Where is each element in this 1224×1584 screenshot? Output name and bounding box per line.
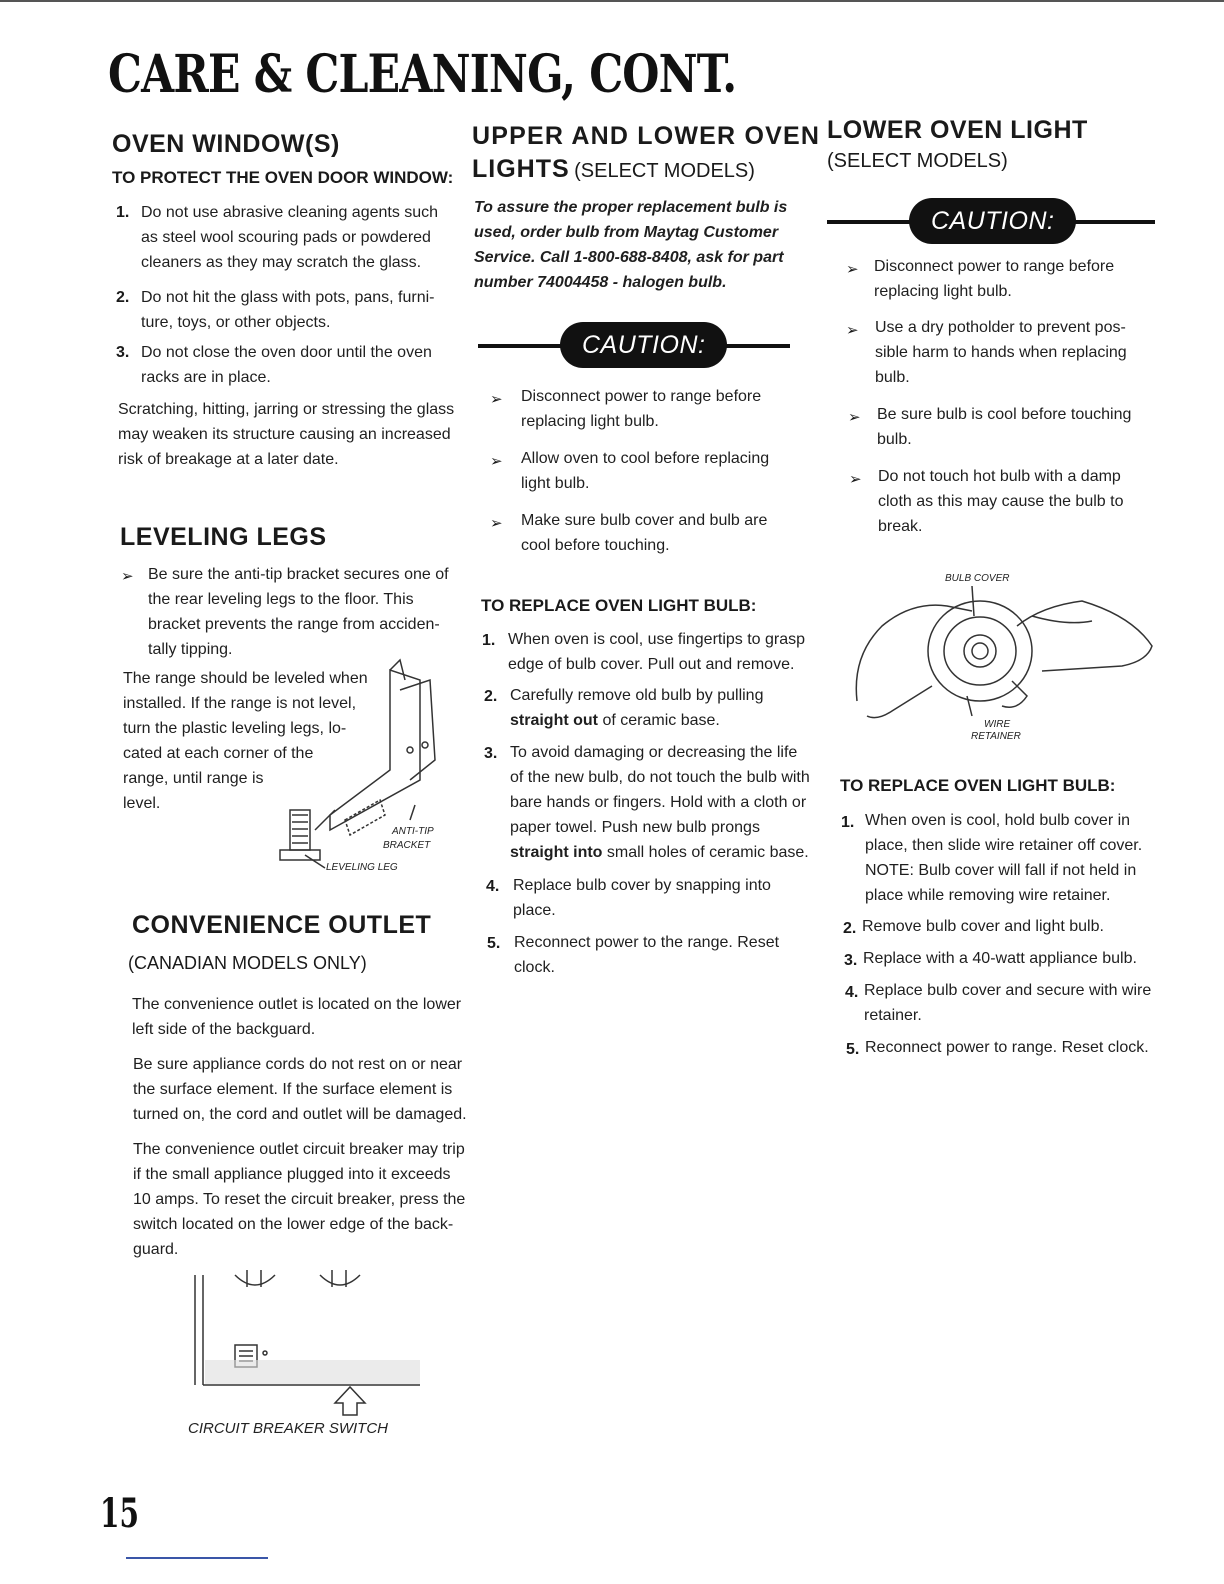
arrow-bullet-icon: ➢: [490, 515, 503, 532]
step-number: 1.: [482, 632, 496, 649]
arrow-bullet-icon: ➢: [849, 471, 862, 488]
leveling-paragraph: The range should be leveled when installed. If the range is not level, turn the plastic leveling legs, lo- cated at each corner of the range, until range is level.: [123, 670, 368, 812]
leveling-bullet: Be sure the anti-tip bracket secures one of the rear leveling legs to the floor. This bracket prevents the range from acciden- tally tipping.: [148, 566, 449, 658]
step-item: Reconnect power to range. Reset clock.: [865, 1039, 1149, 1056]
replacement-bulb-intro: To assure the proper replacement bulb is used, order bulb from Maytag Customer Service. Call 1-800-688-8408, ask for part number 74004458 - halogen bulb.: [474, 199, 788, 291]
caution-label: CAUTION:: [560, 322, 727, 368]
step-number: 2.: [484, 688, 498, 705]
list-number: 3.: [116, 344, 130, 361]
leveling-leg-label: LEVELING LEG: [326, 862, 398, 873]
lower-oven-light-heading: LOWER OVEN LIGHT: [827, 116, 1088, 144]
oven-windows-subheading: TO PROTECT THE OVEN DOOR WINDOW:: [112, 168, 454, 187]
footer-rule: [126, 1557, 268, 1559]
convenience-outlet-heading: CONVENIENCE OUTLET: [132, 911, 432, 939]
caution-item: Disconnect power to range before replacing light bulb.: [874, 258, 1115, 300]
caution-item: Do not touch hot bulb with a damp cloth as this may cause the bulb to break.: [878, 468, 1124, 535]
step-number: 4.: [845, 984, 859, 1001]
arrow-bullet-icon: ➢: [490, 453, 503, 470]
caution-item: Be sure bulb is cool before touching bulb.: [877, 406, 1132, 448]
arrow-bullet-icon: ➢: [121, 568, 134, 585]
convenience-outlet-subheading: (CANADIAN MODELS ONLY): [128, 953, 367, 973]
caution-item: Disconnect power to range before replacing light bulb.: [521, 388, 762, 430]
circuit-breaker-label: CIRCUIT BREAKER SWITCH: [188, 1420, 389, 1437]
step-number: 4.: [486, 878, 500, 895]
arrow-bullet-icon: ➢: [846, 322, 859, 339]
step-number: 1.: [841, 814, 855, 831]
step-number: 2.: [843, 920, 857, 937]
replace-bulb-heading: TO REPLACE OVEN LIGHT BULB:: [840, 776, 1116, 795]
step-number: 5.: [846, 1041, 860, 1058]
step-item: Replace with a 40-watt appliance bulb.: [863, 950, 1137, 967]
step-item: When oven is cool, hold bulb cover in place, then slide wire retainer off cover. NOTE: Bulb cover will fall if not held in place while removing wire retainer.: [865, 812, 1143, 904]
step-number: 3.: [844, 952, 858, 969]
bulb-cover-label: BULB COVER: [945, 573, 1010, 584]
circuit-breaker-illustration: [185, 1265, 435, 1425]
bulb-cover-illustration: [852, 586, 1157, 736]
upper-lower-lights-heading-line2: LIGHTS (SELECT MODELS): [472, 155, 755, 183]
caution-item: Allow oven to cool before replacing light bulb.: [521, 450, 770, 492]
step-item: Replace bulb cover by snapping into place.: [513, 877, 771, 919]
leveling-legs-heading: LEVELING LEGS: [120, 523, 327, 551]
top-rule: [0, 0, 1224, 8]
step-number: 5.: [487, 935, 501, 952]
arrow-bullet-icon: ➢: [846, 261, 859, 278]
caution-banner: [827, 198, 1155, 246]
step-item: Reconnect power to the range. Reset clock.: [514, 934, 780, 976]
step-number: 3.: [484, 745, 498, 762]
caution-label: CAUTION:: [909, 198, 1076, 244]
step-item: Carefully remove old bulb by pulling straight out of ceramic base.: [510, 687, 764, 729]
step-item: When oven is cool, use fingertips to grasp edge of bulb cover. Pull out and remove.: [508, 631, 806, 673]
lower-oven-light-subheading: (SELECT MODELS): [827, 150, 1008, 172]
step-item: Remove bulb cover and light bulb.: [862, 918, 1104, 935]
outlet-paragraph-2: Be sure appliance cords do not rest on or near the surface element. If the surface element is turned on, the cord and outlet will be damaged.: [133, 1056, 467, 1123]
outlet-paragraph-3: The convenience outlet circuit breaker may trip if the small appliance plugged into it exceeds 10 amps. To reset the circuit breaker, press the switch located on the lower edge of the back- guard.: [133, 1141, 466, 1258]
arrow-bullet-icon: ➢: [848, 409, 861, 426]
caution-item: Use a dry potholder to prevent pos- sible harm to hands when replacing bulb.: [875, 319, 1127, 386]
oven-windows-heading: OVEN WINDOW(S): [112, 130, 340, 158]
list-item: Do not close the oven door until the oven racks are in place.: [141, 344, 432, 386]
caution-item: Make sure bulb cover and bulb are cool before touching.: [521, 512, 768, 554]
page-title: CARE & CLEANING, CONT.: [108, 44, 737, 105]
list-item: Do not hit the glass with pots, pans, furni- ture, toys, or other objects.: [141, 289, 435, 331]
step-item: Replace bulb cover and secure with wire retainer.: [864, 982, 1152, 1024]
list-number: 2.: [116, 289, 130, 306]
upper-lower-lights-heading: UPPER AND LOWER OVEN: [472, 122, 821, 150]
replace-bulb-heading: TO REPLACE OVEN LIGHT BULB:: [481, 596, 757, 615]
wire-label: WIRE: [984, 719, 1011, 730]
arrow-bullet-icon: ➢: [490, 391, 503, 408]
anti-tip-bracket-illustration: [270, 650, 460, 880]
anti-tip-label: ANTI-TIP: [392, 826, 434, 837]
list-item: Do not use abrasive cleaning agents such as steel wool scouring pads or powdered cleaners as they may scratch the glass.: [141, 204, 439, 271]
bracket-label: BRACKET: [383, 840, 431, 851]
list-number: 1.: [116, 204, 130, 221]
retainer-label: RETAINER: [971, 731, 1021, 742]
page-number: 15: [100, 1490, 139, 1537]
caution-banner: [478, 322, 790, 370]
outlet-paragraph-1: The convenience outlet is located on the lower left side of the backguard.: [132, 996, 462, 1038]
glass-warning-paragraph: Scratching, hitting, jarring or stressing the glass may weaken its structure causing an increased risk of breakage at a later date.: [118, 401, 455, 468]
step-item: To avoid damaging or decreasing the life of the new bulb, do not touch the bulb with bare hands or fingers. Hold with a cloth or paper towel. Push new bulb prongs straight into small holes of ceramic base.: [510, 744, 810, 861]
